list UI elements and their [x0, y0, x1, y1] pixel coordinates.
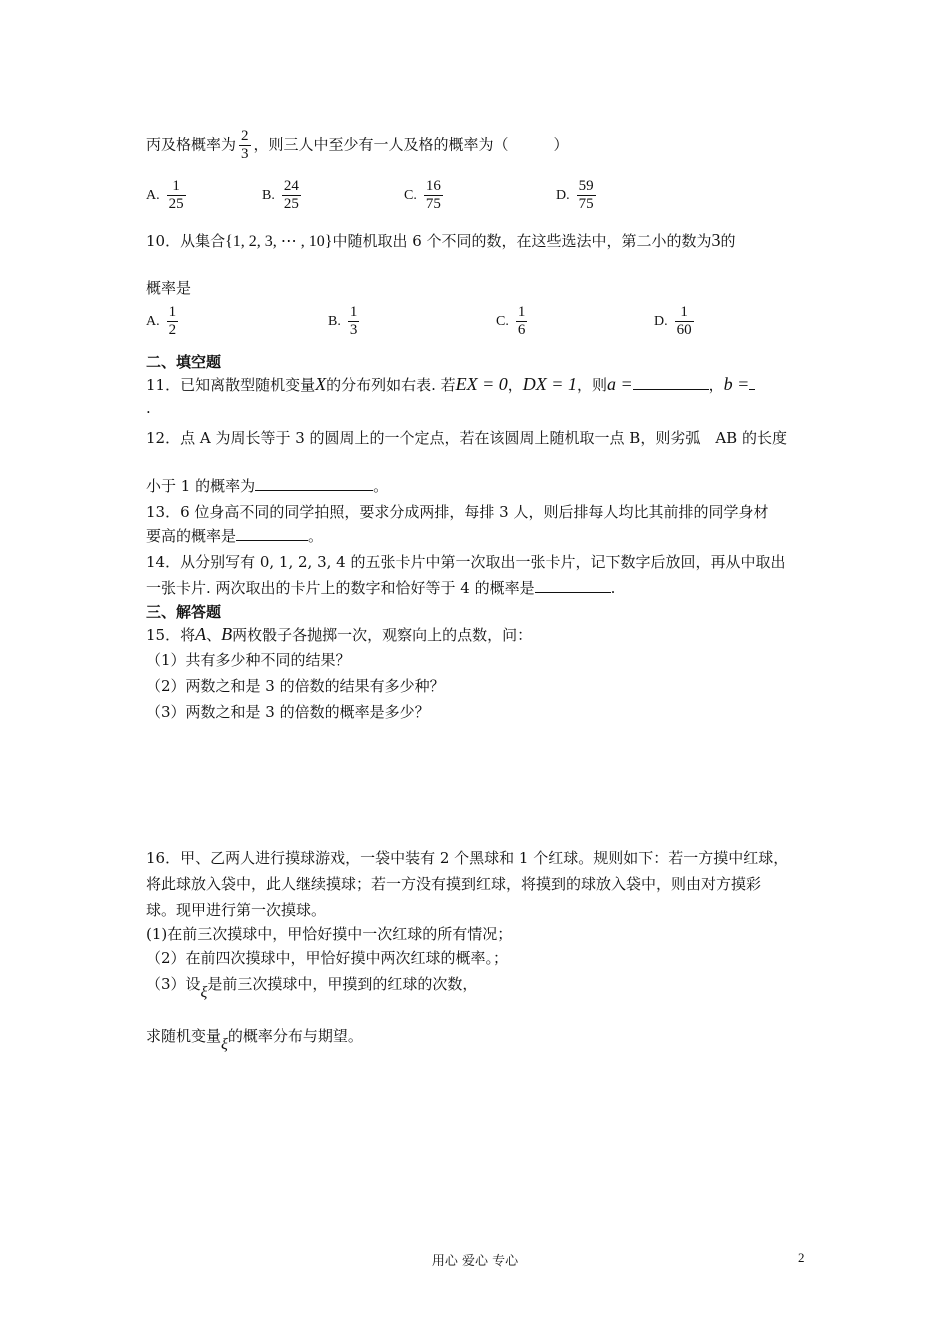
- q13-blank[interactable]: [236, 526, 308, 541]
- page-footer: 用心 爱心 专心: [431, 1254, 519, 1269]
- q9-option-a: A. $\frac{1}{25}$: [146, 178, 184, 212]
- q9-option-c: C. $\frac{16}{75}$: [404, 178, 441, 212]
- q16-part-3: （3）设ξ是前三次摸球中，甲摸到的红球的次数，: [146, 975, 478, 1001]
- q9-text-b: ，则三人中至少有一人及格的概率为（ ）: [253, 135, 569, 154]
- q16-part-1: (1)在前三次摸球中，甲恰好摸中一次红球的所有情况；: [146, 925, 513, 943]
- q16-line3: 球。现甲进行第一次摸球。: [146, 901, 327, 919]
- q9-option-d: D. $\frac{59}{75}$: [556, 178, 594, 212]
- page-number: 2: [798, 1250, 805, 1265]
- q9-stem: [146, 128, 569, 163]
- q9-fraction: $\frac{2}{3}$: [241, 128, 249, 162]
- q10-option-a: A. $\frac{1}{2}$: [146, 304, 177, 338]
- section-heading-solutions: 三、解答题: [146, 603, 222, 621]
- q9-option-b: B. $\frac{24}{25}$: [262, 178, 299, 212]
- q16-line2: 将此球放入袋中，此人继续摸球；若一方没有摸到红球，将摸到的球放入袋中，则由对方摸彩: [146, 875, 762, 893]
- q10-stem: 10．从集合{1, 2, 3, ⋯ , 10}中随机取出 6 个不同的数，在这些选法中，第二小的数为3的: [146, 230, 736, 250]
- q16-line1: 16．甲、乙两人进行摸球游戏，一袋中装有 2 个黑球和 1 个红球。规则如下：若一方摸中红球，: [146, 849, 789, 867]
- q12-line2: 小于 1 的概率为 。: [146, 477, 389, 495]
- q14-blank[interactable]: [535, 578, 611, 593]
- q15-part-1: （1）共有多少种不同的结果？: [146, 651, 351, 669]
- q13-line1: 13．6 位身高不同的同学拍照，要求分成两排，每排 3 人，则后排每人均比其前排的同学身材: [146, 503, 769, 521]
- q11-blank-b[interactable]: [749, 375, 755, 390]
- q11-blank-a[interactable]: [633, 375, 709, 390]
- q9-text-a: 丙及格概率为: [146, 135, 237, 154]
- q10-set: {1, 2, 3, ⋯ , 10}: [225, 233, 333, 250]
- q10-option-c: C. $\frac{1}{6}$: [496, 304, 526, 338]
- q10-option-d: D. $\frac{1}{60}$: [654, 304, 692, 338]
- q13-line2: 要高的概率是 。: [146, 527, 324, 545]
- q12-blank[interactable]: [255, 476, 373, 491]
- q11-trail: .: [146, 399, 151, 417]
- q16-final: 求随机变量ξ的概率分布与期望。: [146, 1027, 363, 1053]
- q15-part-2: （2）两数之和是 3 的倍数的结果有多少种？: [146, 677, 445, 695]
- q14-line1: 14．从分别写有 0, 1, 2, 3, 4 的五张卡片中第一次取出一张卡片，记下数字后放回，再从中取出: [146, 553, 786, 571]
- q11-stem: 11．已知离散型随机变量X的分布列如右表. 若EX = 0，DX = 1，则a = ，b =: [146, 374, 755, 395]
- q15-stem: 15．将A、B两枚骰子各抛掷一次，观察向上的点数，问：: [146, 624, 533, 644]
- section-heading-fill-in: 二、填空题: [146, 353, 222, 371]
- q10-three: 3: [711, 230, 721, 250]
- q12-line1: 12．点 A 为周长等于 3 的圆周上的一个定点，若在该圆周上随机取一点 B，则劣弧 AB 的长度: [146, 429, 787, 447]
- q14-line2: 一张卡片. 两次取出的卡片上的数字和恰好等于 4 的概率是 .: [146, 579, 616, 597]
- q16-part-2: （2）在前四次摸球中，甲恰好摸中两次红球的概率。；: [146, 949, 509, 967]
- q10-stem-cont: 概率是: [146, 279, 192, 297]
- q10-option-b: B. $\frac{1}{3}$: [328, 304, 358, 338]
- q15-part-3: （3）两数之和是 3 的倍数的概率是多少？: [146, 703, 430, 721]
